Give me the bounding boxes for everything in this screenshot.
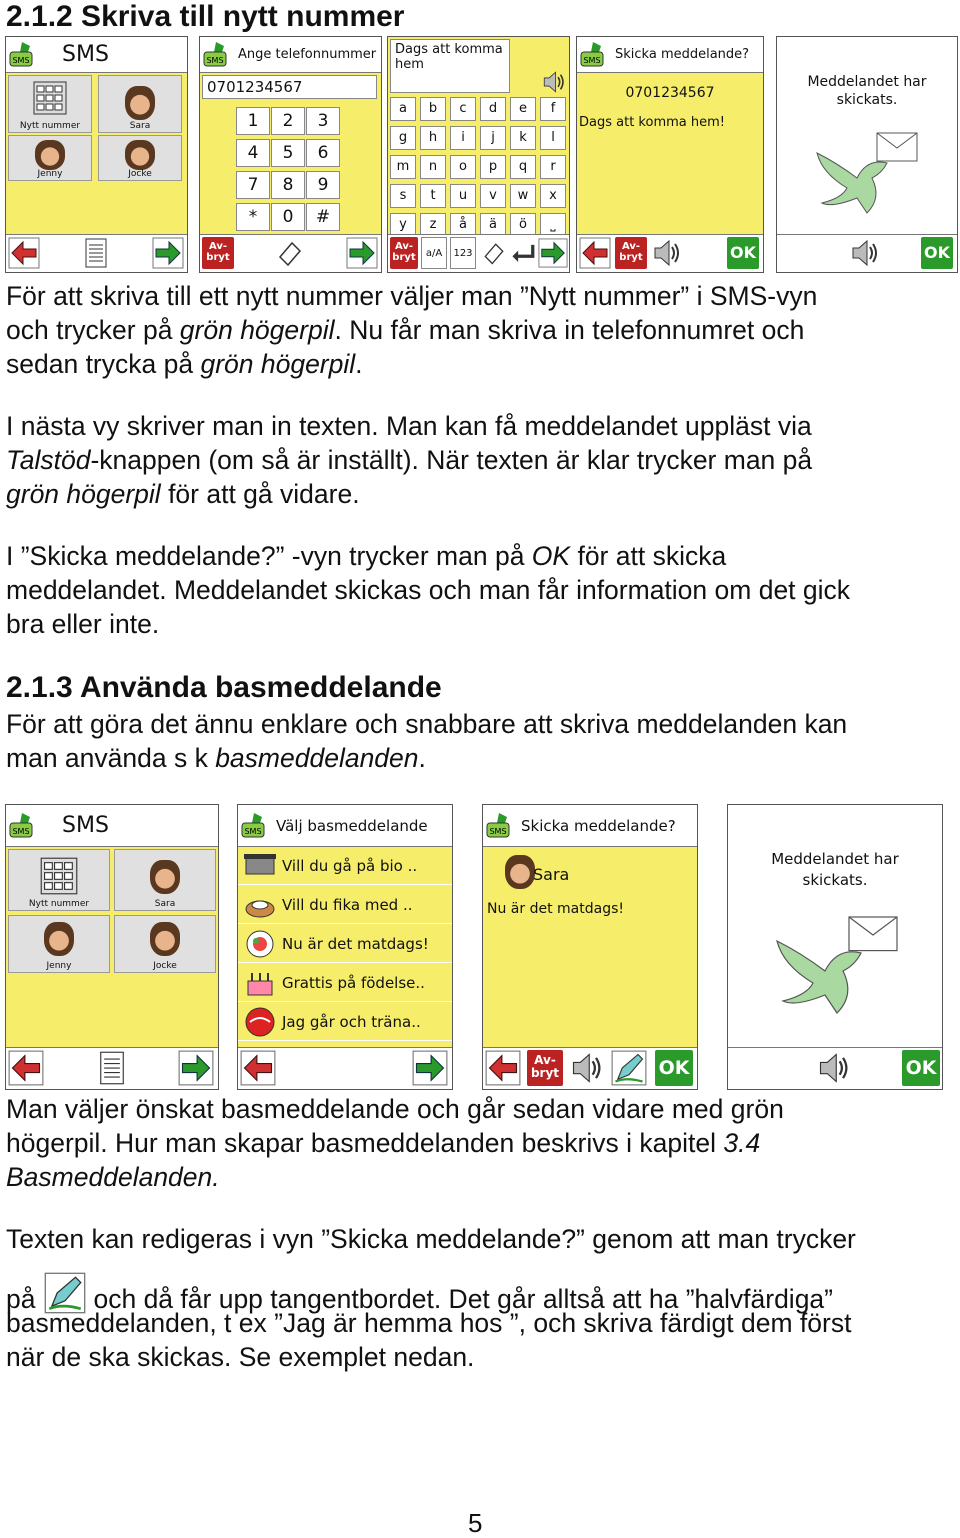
green-right-arrow-icon[interactable] (152, 237, 184, 269)
keyboard-key[interactable]: s (390, 184, 416, 208)
para2-line3: grön högerpil för att gå vidare. (6, 479, 360, 509)
photo (150, 922, 180, 956)
message-text-input[interactable]: Dags att komma hem (390, 39, 510, 93)
speaker-icon[interactable] (849, 237, 881, 269)
sent-message: Meddelandet har skickats. (807, 74, 927, 108)
screen-title: SMS (62, 42, 109, 67)
speaker-icon[interactable] (651, 237, 683, 269)
para1-line2: och trycker på grön högerpil. Nu får man skriva in telefonnumret och (6, 315, 805, 345)
recipient-name: Sara (533, 865, 570, 884)
green-right-arrow-icon[interactable] (538, 237, 568, 269)
enter-icon[interactable] (510, 237, 536, 269)
keypad-key[interactable]: 9 (306, 171, 340, 199)
para5-line1: Man väljer önskat basmeddelande och går sedan vidare med grön (6, 1094, 784, 1124)
photo (125, 140, 155, 170)
keyboard-key[interactable]: k (510, 126, 536, 150)
keyboard-key[interactable]: w (510, 184, 536, 208)
edit-text-icon[interactable] (611, 1050, 647, 1086)
screen-title: Skicka meddelande? (615, 47, 750, 62)
keypad-icon (32, 80, 68, 116)
keyboard-key[interactable]: a (390, 97, 416, 121)
red-left-arrow-icon[interactable] (485, 1050, 521, 1086)
speaker-icon[interactable] (569, 1050, 605, 1086)
green-right-arrow-icon[interactable] (346, 237, 378, 269)
keyboard-key[interactable]: z (420, 213, 446, 237)
sms-icon (202, 40, 232, 70)
cancel-button[interactable]: Av- bryt (390, 237, 418, 269)
tile-contact[interactable]: Jenny (8, 135, 92, 181)
keyboard-key[interactable]: å (450, 213, 476, 237)
base-message-item[interactable]: Nu är det matdags! (238, 925, 452, 963)
para4-line1: För att göra det ännu enklare och snabbare att skriva meddelanden kan (6, 709, 848, 739)
list-icon[interactable] (94, 1050, 130, 1086)
keypad-key[interactable]: 4 (236, 139, 270, 167)
cancel-button[interactable]: Av- bryt (527, 1050, 563, 1086)
keyboard-key[interactable]: j (480, 126, 506, 150)
coffee-icon (242, 889, 278, 921)
para5-line2: högerpil. Hur man skapar basmeddelanden beskrivs i kapitel 3.4 (6, 1128, 761, 1158)
red-left-arrow-icon[interactable] (8, 1050, 44, 1086)
recipient-number: 0701234567 (625, 85, 715, 101)
tile-new-number[interactable]: Nytt nummer (8, 849, 110, 911)
speaker-icon[interactable] (541, 69, 567, 95)
base-message-item[interactable]: Vill du fika med .. (238, 886, 452, 924)
keyboard-key[interactable]: h (420, 126, 446, 150)
para3-line3: bra eller inte. (6, 609, 160, 639)
screen-phone-number (199, 36, 382, 273)
screen-send-confirm (576, 36, 764, 273)
keyboard-key[interactable]: t (420, 184, 446, 208)
keyboard-key[interactable]: d (480, 97, 506, 121)
dove-with-letter-icon (762, 905, 912, 1025)
heading-2-1-2: 2.1.2 Skriva till nytt nummer (6, 0, 405, 33)
cinema-icon (242, 850, 278, 882)
para1-line3: sedan trycka på grön högerpil. (6, 349, 363, 379)
keypad-key[interactable]: 1 (236, 107, 270, 135)
case-toggle-button[interactable]: a/A (421, 237, 447, 269)
keyboard-key[interactable]: x (540, 184, 566, 208)
keyboard-key[interactable]: q (510, 155, 536, 179)
cancel-button[interactable]: Av- bryt (202, 237, 234, 269)
keyboard-key[interactable]: m (390, 155, 416, 179)
keyboard-key[interactable]: ö (510, 213, 536, 237)
eraser-icon[interactable] (480, 237, 508, 269)
screen-title: SMS (62, 813, 109, 838)
keyboard-key[interactable]: e (510, 97, 536, 121)
tile-contact[interactable]: Jocke (114, 915, 216, 973)
keyboard-key[interactable]: f (540, 97, 566, 121)
keypad-key[interactable]: 5 (271, 139, 305, 167)
para5-line3: Basmeddelanden. (6, 1162, 220, 1192)
keypad-key[interactable]: 6 (306, 139, 340, 167)
sms-icon (240, 811, 270, 841)
keyboard-key[interactable]: g (390, 126, 416, 150)
sms-icon (579, 40, 609, 70)
message-preview: Nu är det matdags! (487, 901, 624, 917)
keyboard-key[interactable]: l (540, 126, 566, 150)
para2-line1: I nästa vy skriver man in texten. Man kan få meddelandet uppläst via (6, 411, 812, 441)
recipient-photo (505, 855, 535, 889)
numeric-toggle-button[interactable]: 123 (450, 237, 476, 269)
page-number: 5 (468, 1508, 483, 1538)
keyboard-key[interactable]: r (540, 155, 566, 179)
message-preview: Dags att komma hem! (579, 115, 725, 130)
eraser-icon[interactable] (274, 237, 306, 269)
screen-title: Välj basmeddelande (276, 816, 428, 835)
keyboard-key[interactable]: u (450, 184, 476, 208)
meal-icon (242, 928, 278, 960)
phone-number-input[interactable]: 0701234567 (202, 75, 377, 99)
para6-line2: på och då får upp tangentbordet. Det går alltså att ha ”halvfärdiga” (6, 1272, 833, 1316)
para4-line2: man använda s k basmeddelanden. (6, 743, 426, 773)
cake-icon (242, 967, 278, 999)
red-left-arrow-icon[interactable] (579, 237, 611, 269)
sent-message: Meddelandet har skickats. (771, 850, 899, 889)
keypad-key[interactable]: # (306, 203, 340, 231)
green-right-arrow-icon[interactable] (412, 1050, 448, 1086)
photo (125, 86, 155, 120)
green-right-arrow-icon[interactable] (178, 1050, 214, 1086)
screen-sent (776, 36, 958, 273)
keyboard-key[interactable]: ⎵ (540, 213, 566, 237)
tile-contact[interactable]: Sara (114, 849, 216, 911)
para1-line1: För att skriva till ett nytt nummer väljer man ”Nytt nummer” i SMS-vyn (6, 281, 818, 311)
keyboard-key[interactable]: i (450, 126, 476, 150)
screen-sms (5, 804, 219, 1090)
base-message-item[interactable]: Vill du gå på bio .. (238, 847, 452, 885)
screen-base-messages (237, 804, 453, 1090)
screen-sms (5, 36, 188, 273)
keyboard-key[interactable]: p (480, 155, 506, 179)
cancel-button[interactable]: Av- bryt (615, 237, 647, 269)
keyboard-key[interactable]: ä (480, 213, 506, 237)
ok-button[interactable]: OK (921, 237, 953, 269)
tile-contact[interactable]: Jocke (98, 135, 182, 181)
screen-send-confirm (482, 804, 698, 1090)
speaker-icon[interactable] (816, 1050, 852, 1086)
para6-line1: Texten kan redigeras i vyn ”Skicka meddelande?” genom att man trycker (6, 1224, 856, 1254)
photo (150, 860, 180, 894)
keyboard-key[interactable]: o (450, 155, 476, 179)
tile-new-number[interactable]: Nytt nummer (8, 75, 92, 133)
dove-with-letter-icon (807, 123, 927, 223)
keyboard-key[interactable]: b (420, 97, 446, 121)
keypad-key[interactable]: 3 (306, 107, 340, 135)
para2-line2: Talstöd-knappen (om så är inställt). När texten är klar trycker man på (6, 445, 813, 475)
screen-title: Skicka meddelande? (521, 816, 676, 835)
photo (35, 140, 65, 170)
keypad-key[interactable]: 8 (271, 171, 305, 199)
keyboard-key[interactable]: v (480, 184, 506, 208)
keypad-key[interactable]: 7 (236, 171, 270, 199)
sms-icon (8, 40, 38, 70)
keyboard-key[interactable]: n (420, 155, 446, 179)
keypad-key[interactable]: 2 (271, 107, 305, 135)
screen-text-input (387, 36, 570, 273)
para3-line1: I ”Skicka meddelande?” -vyn trycker man på OK för att skicka (6, 541, 727, 571)
keyboard-key[interactable]: y (390, 213, 416, 237)
screen-title: Ange telefonnummer (238, 47, 377, 62)
screen-sent (727, 804, 943, 1090)
tile-contact[interactable]: Jenny (8, 915, 110, 973)
para6-line3: basmeddelanden, t ex ”Jag är hemma hos ”, och skriva färdigt dem först (6, 1308, 852, 1338)
para6-line4: när de ska skickas. Se exemplet nedan. (6, 1342, 475, 1372)
ok-button[interactable]: OK (902, 1050, 940, 1086)
sms-icon (485, 811, 515, 841)
base-message-item[interactable]: Grattis på födelse.. (238, 964, 452, 1002)
ok-button[interactable]: OK (655, 1050, 693, 1086)
para3-line2: meddelandet. Meddelandet skickas och man får information om det gick (6, 575, 851, 605)
red-left-arrow-icon[interactable] (240, 1050, 276, 1086)
tile-contact[interactable]: Sara (98, 75, 182, 133)
heading-2-1-3: 2.1.3 Använda basmeddelande (6, 671, 442, 704)
sport-logo-icon (242, 1006, 278, 1038)
photo (44, 922, 74, 956)
keypad-key[interactable]: * (236, 203, 270, 231)
ok-button[interactable]: OK (727, 237, 759, 269)
keypad-key[interactable]: 0 (271, 203, 305, 231)
sms-icon (8, 811, 38, 841)
keyboard-key[interactable]: c (450, 97, 476, 121)
list-icon[interactable] (80, 237, 112, 269)
base-message-item[interactable]: Jag går och träna.. (238, 1003, 452, 1041)
red-left-arrow-icon[interactable] (8, 237, 40, 269)
keypad-icon (39, 856, 79, 896)
